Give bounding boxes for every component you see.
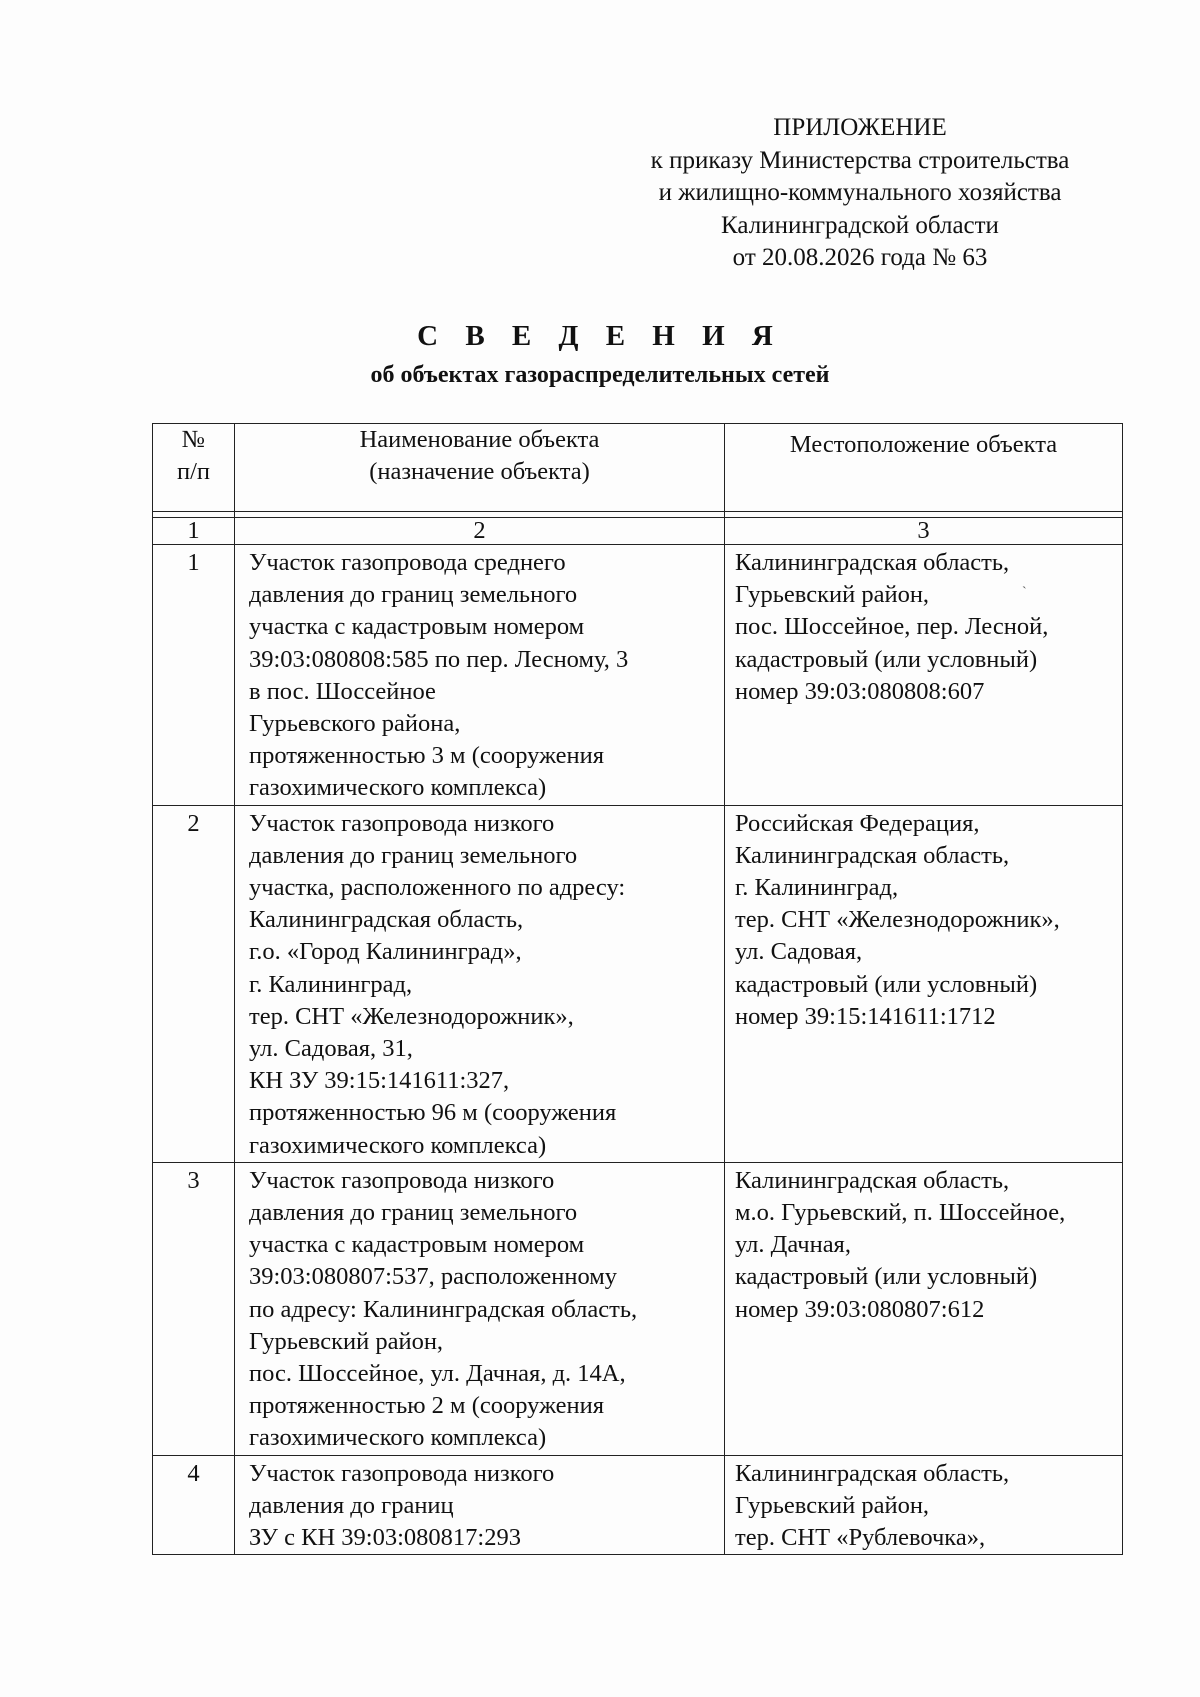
column-number: 2	[235, 518, 725, 545]
table-row	[153, 1162, 1123, 1455]
object-name-cell	[235, 1162, 725, 1455]
object-name-line: Гурьевский район,	[249, 1327, 444, 1355]
object-name-line: участка, расположенного по адресу:	[249, 874, 626, 902]
object-location-line: кадастровый (или условный)	[735, 970, 1038, 998]
object-name-line: давления до границ земельного	[249, 841, 578, 869]
object-name-cell	[235, 805, 725, 1162]
object-location-line: г. Калининград,	[735, 874, 899, 902]
object-name-line: г.о. «Город Калининград»,	[249, 938, 522, 966]
object-name-line: протяженностью 96 м (сооружения	[249, 1099, 617, 1127]
object-name-line: Гурьевского района,	[249, 710, 461, 738]
object-name-line: давления до границ земельного	[249, 1199, 578, 1227]
object-name-line: 39:03:080807:537, расположенному	[249, 1263, 618, 1291]
object-location-cell	[725, 545, 1123, 806]
object-location-line: Гурьевский район,	[735, 1491, 930, 1519]
object-location-line: ул. Садовая,	[735, 938, 863, 966]
object-location-line: Российская Федерация,	[735, 809, 980, 837]
header-location-line: Местоположение объекта	[789, 431, 1058, 458]
object-name-cell	[235, 545, 725, 806]
object-name-line: 39:03:080808:585 по пер. Лесному, 3	[249, 645, 629, 673]
object-location-line: номер 39:15:141611:1712	[735, 1002, 996, 1030]
object-name-line: Участок газопровода низкого	[249, 1459, 555, 1487]
object-location-line: Калининградская область,	[735, 1459, 1010, 1487]
document-title: С В Е Д Е Н И Я	[417, 320, 783, 352]
column-number: 3	[725, 518, 1123, 545]
object-name-line: по адресу: Калининградская область,	[249, 1295, 638, 1323]
object-name-line: протяженностью 3 м (сооружения	[249, 742, 605, 770]
header-num-line: №	[181, 426, 206, 453]
object-name-line: Калининградская область,	[249, 906, 524, 934]
object-name-line: участка с кадастровым номером	[249, 613, 585, 641]
object-location-line: Калининградская область,	[735, 1166, 1010, 1194]
object-name-line: давления до границ земельного	[249, 581, 578, 609]
object-name-cell	[235, 1455, 725, 1555]
appendix-line: и жилищно-коммунального хозяйства	[658, 179, 1062, 206]
object-location-line: кадастровый (или условный)	[735, 1263, 1038, 1291]
appendix-title: ПРИЛОЖЕНИЕ	[773, 114, 947, 141]
appendix-line: к приказу Министерства строительства	[650, 146, 1070, 174]
row-number: 1	[153, 545, 235, 806]
object-location-line: Гурьевский район,	[735, 581, 930, 609]
header-num-line: п/п	[176, 458, 211, 486]
header-name	[235, 424, 725, 512]
object-location-line: Калининградская область,	[735, 841, 1010, 869]
object-location-line: кадастровый (или условный)	[735, 645, 1038, 673]
object-name-line: протяженностью 2 м (сооружения	[249, 1392, 605, 1420]
object-location-line: тер. СНТ «Рублевочка»,	[735, 1524, 986, 1552]
object-name-line: КН ЗУ 39:15:141611:327,	[249, 1067, 510, 1095]
header-name-line: (назначение объекта)	[369, 458, 590, 486]
column-numbers-row	[153, 518, 1123, 545]
object-name-line: Участок газопровода низкого	[249, 1166, 555, 1194]
appendix-block	[600, 112, 1120, 275]
object-location-line: пос. Шоссейное, пер. Лесной,	[735, 613, 1049, 641]
object-name-line: газохимического комплекса)	[249, 1424, 547, 1452]
object-location-line: м.о. Гурьевский, п. Шоссейное,	[735, 1199, 1066, 1227]
header-name-line: Наименование объекта	[359, 426, 600, 453]
object-name-line: г. Калининград,	[249, 970, 413, 998]
table-row	[153, 805, 1123, 1162]
object-location-line: тер. СНТ «Железнодорожник»,	[735, 906, 1060, 934]
object-location-line: ул. Дачная,	[735, 1231, 851, 1259]
table-header-row	[153, 424, 1123, 512]
header-num	[153, 424, 235, 512]
object-location-line: Калининградская область,	[735, 549, 1010, 576]
column-number: 1	[153, 518, 235, 545]
object-location-cell	[725, 1162, 1123, 1455]
object-name-line: тер. СНТ «Железнодорожник»,	[249, 1002, 574, 1030]
scan-speck: `	[1022, 585, 1027, 600]
object-name-line: ЗУ с КН 39:03:080817:293	[249, 1524, 521, 1552]
appendix-date-number: от 20.08.2026 года № 63	[732, 244, 988, 271]
table-row	[153, 1455, 1123, 1555]
objects-table	[152, 423, 1123, 1555]
header-location	[725, 424, 1123, 512]
object-name-line: давления до границ	[249, 1491, 454, 1519]
object-location-cell	[725, 805, 1123, 1162]
object-name-line: Участок газопровода низкого	[249, 809, 555, 837]
object-location-line: номер 39:03:080807:612	[735, 1295, 985, 1323]
object-location-cell	[725, 1455, 1123, 1555]
row-number: 2	[153, 805, 235, 1162]
table-row	[153, 545, 1123, 806]
object-name-line: в пос. Шоссейное	[249, 677, 436, 705]
document-subtitle: об объектах газораспределительных сетей	[370, 362, 830, 388]
object-location-line: номер 39:03:080808:607	[735, 677, 985, 705]
object-name-line: газохимического комплекса)	[249, 774, 547, 802]
object-name-line: Участок газопровода среднего	[249, 549, 566, 576]
object-name-line: газохимического комплекса)	[249, 1131, 547, 1159]
object-name-line: ул. Садовая, 31,	[249, 1035, 413, 1063]
object-name-line: пос. Шоссейное, ул. Дачная, д. 14А,	[249, 1360, 626, 1388]
appendix-line: Калининградской области	[721, 211, 999, 239]
row-number: 3	[153, 1162, 235, 1455]
row-number: 4	[153, 1455, 235, 1555]
object-name-line: участка с кадастровым номером	[249, 1231, 585, 1259]
